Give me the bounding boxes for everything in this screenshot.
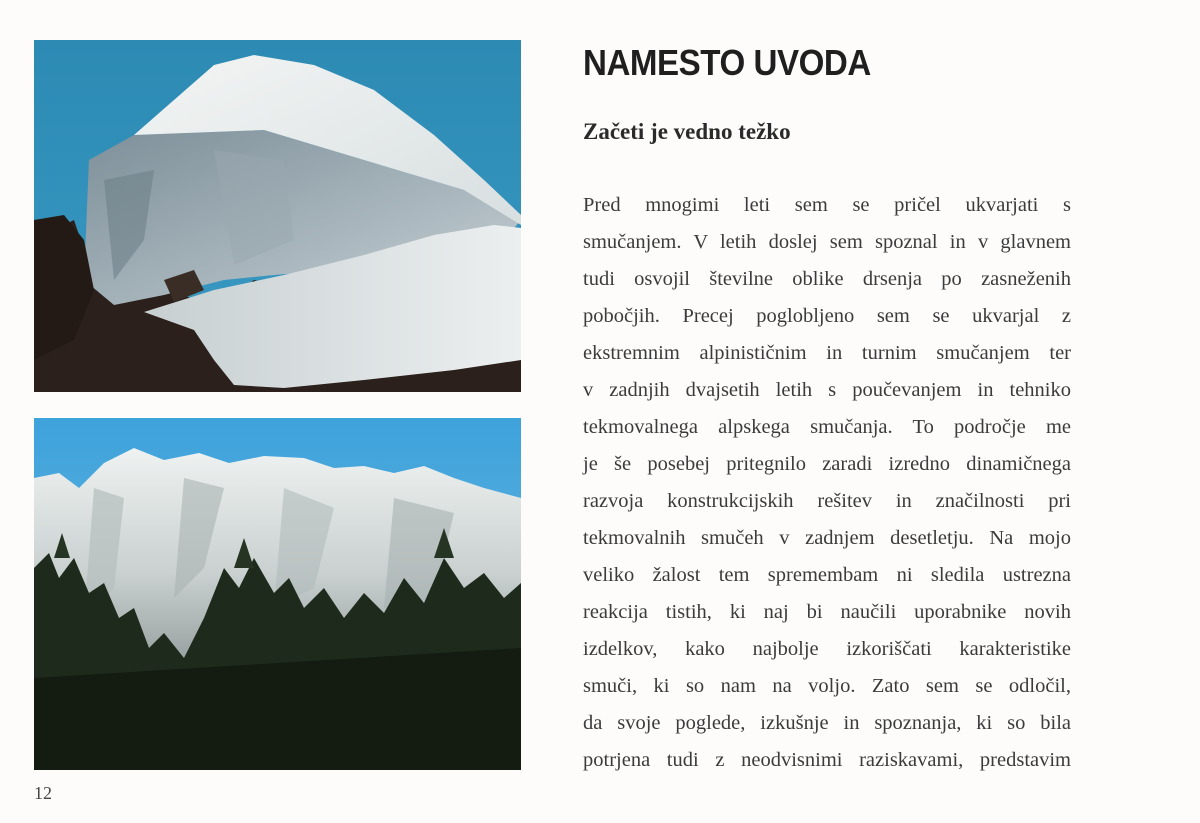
body-line: je še posebej pritegnilo zaradi izredno dinamičnega xyxy=(583,453,1071,475)
body-line: razvoja konstrukcijskih rešitev in značilnosti pri xyxy=(583,490,1071,512)
body-line: ekstremnim alpinističnim in turnim smučanjem ter xyxy=(583,342,1071,364)
body-line: potrjena tudi z neodvisnimi raziskavami, predstavim xyxy=(583,749,1071,771)
body-line: veliko žalost tem spremembam ni sledila ustrezna xyxy=(583,564,1071,586)
body-line: smuči, ki so nam na voljo. Zato sem se odločil, xyxy=(583,675,1071,697)
body-line: v zadnjih dvajsetih letih s poučevanjem in tehniko xyxy=(583,379,1071,401)
body-paragraph xyxy=(583,187,1071,779)
body-line: tekmovalnih smučeh v zadnjem desetletju. Na mojo xyxy=(583,527,1071,549)
body-line: da svoje poglede, izkušnje in spoznanja, ki so bila xyxy=(583,712,1071,734)
photo-snowy-summit xyxy=(34,40,521,392)
section-title: Začeti je vedno težko xyxy=(583,119,791,144)
body-line: tekmovalnega alpskega smučanja. To področje me xyxy=(583,416,1071,438)
page-number: 12 xyxy=(34,783,52,803)
body-line: smučanjem. V letih doslej sem spoznal in v glavnem xyxy=(583,231,1071,253)
body-line: reakcija tistih, ki naj bi naučili uporabnike novih xyxy=(583,601,1071,623)
chapter-title: NAMESTO UVODA xyxy=(583,42,871,83)
body-line: pobočjih. Precej poglobljeno sem se ukvarjal z xyxy=(583,305,1071,327)
body-line: izdelkov, kako najbolje izkoriščati karakteristike xyxy=(583,638,1071,660)
body-line: tudi osvojil številne oblike drsenja po zasneženih xyxy=(583,268,1071,290)
photo-mountain-forest xyxy=(34,418,521,770)
body-line: Pred mnogimi leti sem se pričel ukvarjati s xyxy=(583,194,1071,216)
